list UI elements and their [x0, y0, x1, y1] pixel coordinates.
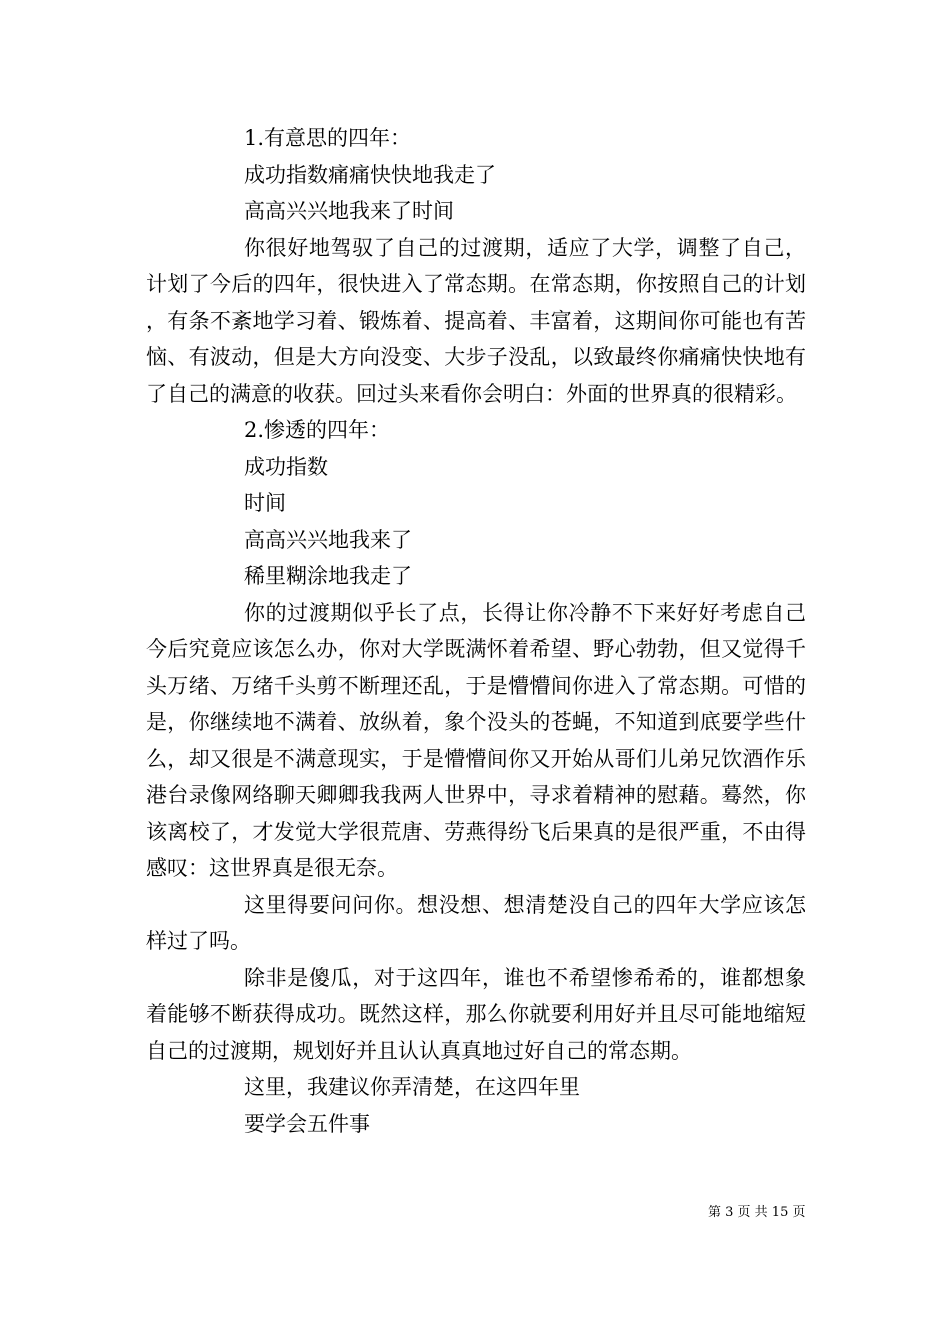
section-1-chart-label-1: 成功指数痛痛快快地我走了 [244, 162, 496, 187]
document-body [146, 120, 806, 1142]
section-1-chart-label-2: 高高兴兴地我来了时间 [244, 199, 454, 223]
section-1-paragraph: 你很好地驾驭了自己的过渡期，适应了大学，调整了自己，计划了今后的四年，很快进入了常态期。在常态期，你按照自己的计划，有条不紊地学习着、锻炼着、提高着、丰富着，这期间你可能也有苦恼、有波动，但是大方向没变、大步子没乱，以致最终你痛痛快快地有了自己的满意的收获。回过头来看你会明白：外面的世界真的很精彩。 [146, 235, 806, 406]
section-2-chart-label-1: 成功指数 [244, 454, 328, 479]
question-paragraph: 这里得要问问你。想没想、想清楚没自己的四年大学应该怎样过了吗。 [146, 892, 806, 953]
section-2-chart-label-3: 高高兴兴地我来了 [244, 527, 412, 552]
suggestion-line-1: 这里，我建议你弄清楚，在这四年里 [244, 1075, 580, 1099]
section-2-heading: 2.惨透的四年： [244, 418, 391, 442]
page-number-footer: 第 3 页 共 15 页 [708, 1205, 806, 1220]
suggestion-line-2: 要学会五件事 [244, 1111, 370, 1136]
section-2-chart-label-2: 时间 [244, 491, 286, 515]
section-2-paragraph: 你的过渡期似乎长了点，长得让你冷静不下来好好考虑自己今后究竟应该怎么办，你对大学既满怀着希望、野心勃勃，但又觉得千头万绪、万绪千头剪不断理还乱，于是懵懵间你进入了常态期。可惜的是，你继续地不满着、放纵着，象个没头的苍蝇，不知道到底要学些什么，却又很是不满意现实，于是懵懵间你又开始从哥们儿弟兄饮酒作乐港台录像网络聊天卿卿我我两人世界中，寻求着精神的慰藉。蓦然，你该离校了，才发觉大学很荒唐、劳燕得纷飞后果真的是很严重，不由得感叹：这世界真是很无奈。 [146, 600, 806, 880]
section-2-chart-label-4: 稀里糊涂地我走了 [244, 564, 412, 588]
advice-paragraph: 除非是傻瓜，对于这四年，谁也不希望惨希希的，谁都想象着能够不断获得成功。既然这样，那么你就要利用好并且尽可能地缩短自己的过渡期，规划好并且认认真真地过好自己的常态期。 [146, 965, 806, 1063]
section-1-heading: 1.有意思的四年： [244, 126, 412, 150]
